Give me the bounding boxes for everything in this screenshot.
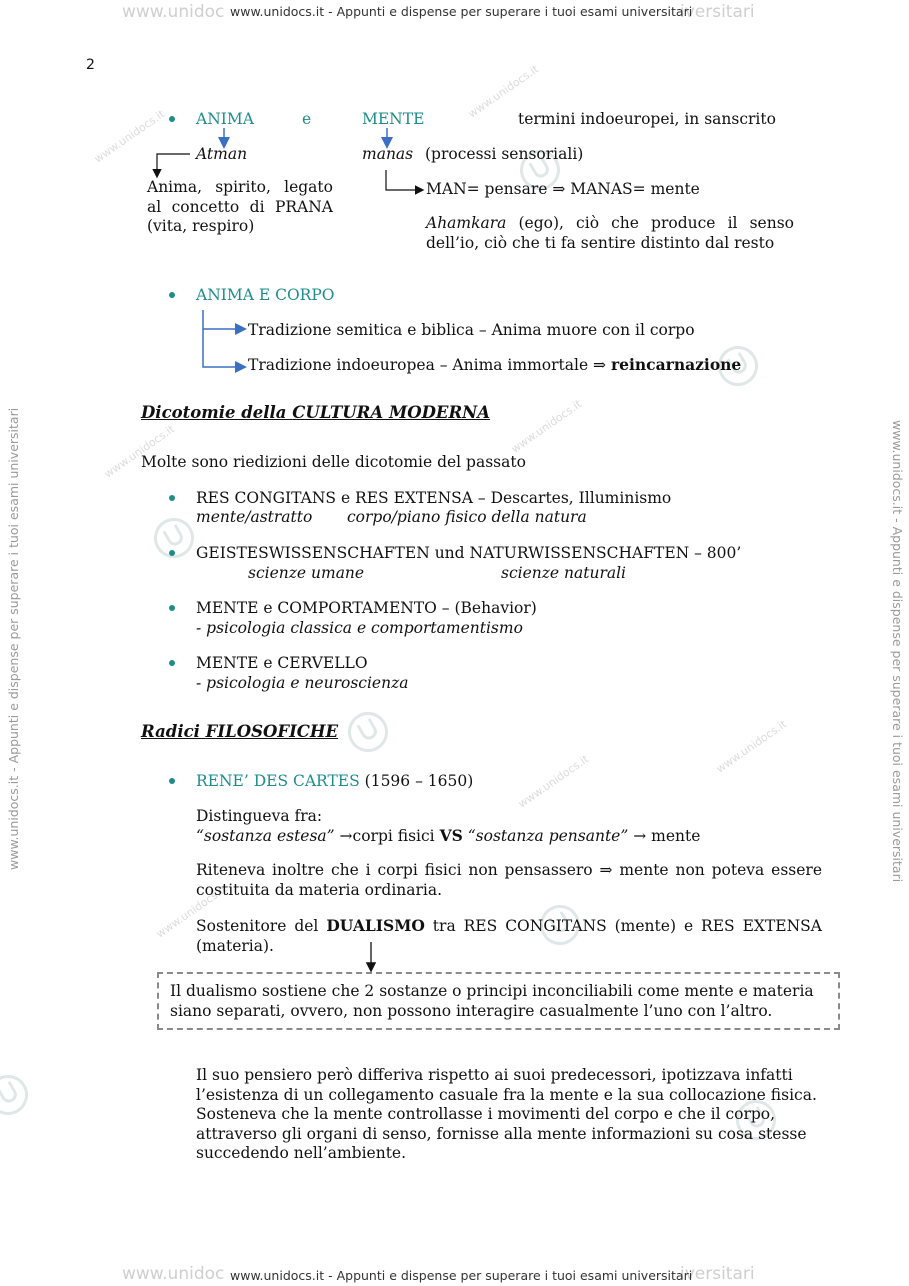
descartes-dates: (1596 – 1650) bbox=[359, 772, 474, 790]
sostanza-pensante: “sostanza pensante” bbox=[467, 827, 629, 845]
arrow-atman-left bbox=[157, 154, 190, 176]
distingueva-text: Distingueva fra: bbox=[196, 807, 323, 825]
dicotomie-intro: Molte sono riedizioni delle dicotomie del passato bbox=[141, 453, 526, 471]
dualismo-box bbox=[157, 972, 840, 1030]
manas-text: manas bbox=[362, 145, 414, 163]
dicotomia-4-sub1: - psicologia e neuroscienza bbox=[196, 674, 409, 692]
arrow-corpo-indoeuropea bbox=[203, 329, 244, 367]
sostanze-line bbox=[196, 826, 700, 846]
pensiero-paragraph: Il suo pensiero però differiva rispetto ai suoi predecessori, ipotizzava infatti l’esistenza di un collegamento casuale fra la mente e la sua collocazione fisica. Sosteneva che la mente controllasse i movimenti del corpo e che il corpo, attraverso gli organi di senso, fornisse alla mente informazioni su cosa stesse succedendo nell’ambiente. bbox=[196, 1066, 817, 1162]
dicotomie-heading bbox=[141, 403, 490, 423]
sostenitore-pre: Sostenitore del bbox=[196, 917, 327, 935]
processi-text: (processi sensoriali) bbox=[425, 145, 584, 163]
watermark-ghost-right: iversitari bbox=[680, 2, 755, 22]
watermark-header-top: www.unidocs.it - Appunti e dispense per superare i tuoi esami universitari bbox=[230, 4, 693, 19]
anima-description: Anima, spirito, legato al concetto di PRANA (vita, respiro) bbox=[147, 178, 333, 235]
dicotomia-1-sub1: mente/astratto bbox=[196, 508, 313, 526]
bullet bbox=[169, 292, 175, 298]
watermark-vertical-left: www.unidocs.it - Appunti e dispense per superare i tuoi esami universitari bbox=[6, 407, 21, 870]
descartes-name: RENE’ DES CARTES bbox=[196, 772, 360, 790]
watermark-header-bottom: www.unidocs.it - Appunti e dispense per superare i tuoi esami universitari bbox=[230, 1268, 693, 1283]
anima-label: ANIMA bbox=[196, 110, 254, 128]
dicotomia-4-title: MENTE e CERVELLO bbox=[196, 654, 368, 672]
dualismo-box-text: Il dualismo sostiene che 2 sostanze o principi inconciliabili come mente e materia siano separati, ovvero, non possono interagire casualmente l’uno con l’altro. bbox=[170, 982, 814, 1020]
dicotomia-3-sub1: - psicologia classica e comportamentismo bbox=[196, 619, 523, 637]
sostanza-estesa: “sostanza estesa” bbox=[196, 827, 335, 845]
dicotomia-2-sub2: scienze naturali bbox=[501, 564, 627, 582]
dicotomie-heading-pre: Dicotomie della bbox=[141, 403, 293, 422]
descartes-line bbox=[196, 771, 473, 791]
watermark-diagonal: www.unidocs.it bbox=[153, 882, 230, 941]
dicotomie-heading-caps: CULTURA MODERNA bbox=[292, 403, 491, 422]
watermark-vertical-right: www.unidocs.it - Appunti e dispense per superare i tuoi esami universitari bbox=[890, 420, 905, 883]
arrow-manas-man bbox=[386, 170, 422, 190]
radici-heading-caps: FILOSOFICHE bbox=[205, 722, 339, 741]
sostenitore-post: tra RES CONGITANS (mente) e RES EXTENSA (materia). bbox=[196, 917, 822, 955]
watermark-ghost-left: www.unidoc bbox=[122, 2, 225, 22]
reincarnazione-text: reincarnazione bbox=[610, 355, 742, 374]
bullet bbox=[169, 550, 175, 556]
arrow-corpo-semitica bbox=[203, 310, 244, 329]
watermark-diagonal: www.unidocs.it bbox=[101, 422, 178, 481]
dicotomia-2-sub1: scienze umane bbox=[248, 564, 365, 582]
corpi-fisici: →corpi fisici bbox=[334, 827, 440, 845]
bullet bbox=[169, 778, 175, 784]
riteneva-paragraph: Riteneva inoltre che i corpi fisici non pensassero ⇒ mente non poteva essere costituita da materia ordinaria. bbox=[196, 861, 822, 899]
watermark-logo-icon bbox=[341, 705, 396, 760]
page-number: 2 bbox=[86, 57, 95, 73]
bullet bbox=[169, 495, 175, 501]
bullet bbox=[169, 605, 175, 611]
dicotomia-2-title: GEISTESWISSENSCHAFTEN und NATURWISSENSCHAFTEN – 800’ bbox=[196, 544, 742, 562]
watermark-diagonal: www.unidocs.it bbox=[508, 397, 585, 456]
bullet bbox=[169, 660, 175, 666]
indoeuropea-line bbox=[248, 355, 741, 375]
anima-corpo-title: ANIMA E CORPO bbox=[196, 286, 335, 304]
dicotomia-1-title: RES CONGITANS e RES EXTENSA – Descartes, Illuminismo bbox=[196, 489, 672, 507]
ahamkara-description: (ego), ciò che produce il senso dell’io, ciò che ti fa sentire distinto dal resto bbox=[426, 214, 794, 252]
termini-text: termini indoeuropei, in sanscrito bbox=[518, 110, 776, 128]
man-pensare-text: MAN= pensare ⇒ MANAS= mente bbox=[426, 180, 700, 198]
watermark-ghost-left-bottom: www.unidoc bbox=[122, 1264, 225, 1284]
watermark-diagonal: www.unidocs.it bbox=[713, 717, 790, 776]
dicotomia-3-title: MENTE e COMPORTAMENTO – (Behavior) bbox=[196, 599, 537, 617]
vs-text: VS bbox=[439, 826, 463, 845]
ahamkara-term: Ahamkara bbox=[426, 214, 507, 232]
watermark-ghost-right-bottom: iversitari bbox=[680, 1264, 755, 1284]
mente-label: MENTE bbox=[362, 110, 425, 128]
watermark-diagonal: www.unidocs.it bbox=[515, 752, 592, 811]
watermark-logo-icon bbox=[147, 511, 202, 566]
watermark-diagonal: www.unidocs.it bbox=[91, 107, 168, 166]
watermark-logo-icon bbox=[0, 1068, 35, 1123]
dualismo-text: DUALISMO bbox=[326, 916, 425, 935]
e-label: e bbox=[302, 110, 312, 128]
radici-heading-pre: Radici bbox=[141, 722, 206, 741]
dicotomia-1-sub2: corpo/piano fisico della natura bbox=[347, 508, 587, 526]
arrows-section1 bbox=[0, 0, 909, 400]
indoeuropea-text: Tradizione indoeuropea – Anima immortale ⇒ bbox=[248, 356, 611, 374]
semitica-text: Tradizione semitica e biblica – Anima muore con il corpo bbox=[248, 321, 695, 339]
atman-text: Atman bbox=[196, 145, 248, 163]
watermark-diagonal: www.unidocs.it bbox=[465, 62, 542, 121]
radici-heading bbox=[141, 722, 338, 742]
mente-arrow-text: → mente bbox=[628, 827, 701, 845]
